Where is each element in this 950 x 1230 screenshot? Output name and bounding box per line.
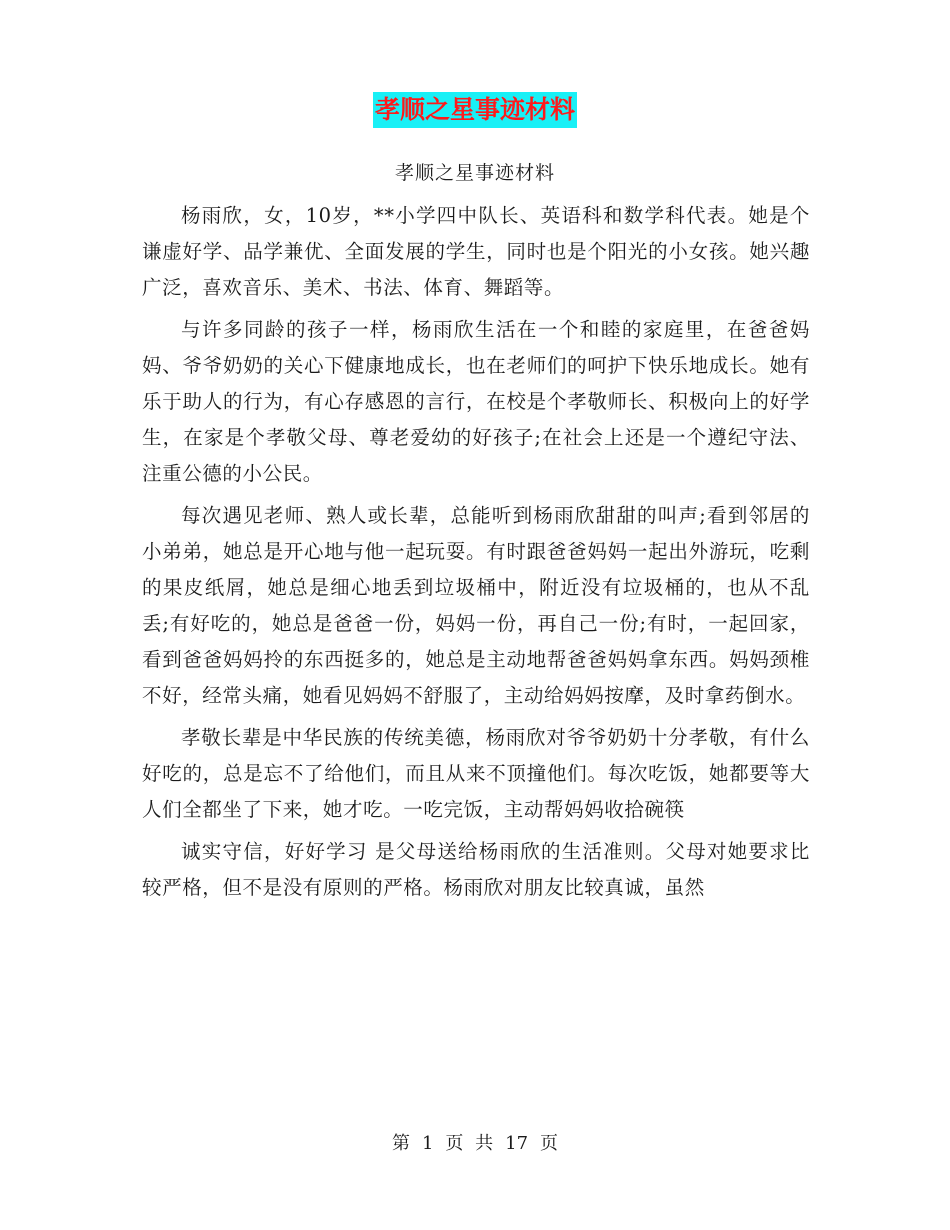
document-subtitle: 孝顺之星事迹材料 [394,162,555,184]
footer-total-pages: 17 [505,1133,529,1154]
footer-middle: 页 共 [445,1133,494,1154]
page-footer [0,1130,950,1158]
paragraph: 与许多同龄的孩子一样，杨雨欣生活在一个和睦的家庭里，在爸爸妈妈、爷爷奶奶的关心下健康地成长，也在老师们的呵护下快乐地成长。她有乐于助人的行为，有心存感恩的言行，在校是个孝敬师长、积极向上的好学生，在家是个孝敬父母、尊老爱幼的好孩子;在社会上还是一个遵纪守法、注重公德的小公民。 [142,318,810,485]
page-title: 孝顺之星事迹材料 [373,92,577,128]
document-body [142,198,810,912]
footer-page-number: 1 [421,1133,434,1154]
footer-suffix: 页 [540,1133,559,1154]
title-container [0,92,950,128]
paragraph: 每次遇见老师、熟人或长辈，总能听到杨雨欣甜甜的叫声;看到邻居的小弟弟，她总是开心地与他一起玩耍。有时跟爸爸妈妈一起出外游玩，吃剩的果皮纸屑，她总是细心地丢到垃圾桶中，附近没有垃圾桶的，也从不乱丢;有好吃的，她总是爸爸一份，妈妈一份，再自己一份;有时，一起回家，看到爸爸妈妈拎的东西挺多的，她总是主动地帮爸爸妈妈拿东西。妈妈颈椎不好，经常头痛，她看见妈妈不舒服了，主动给妈妈按摩，及时拿药倒水。 [142,504,810,707]
paragraph: 杨雨欣，女，10岁，**小学四中队长、英语科和数学科代表。她是个谦虚好学、品学兼优、全面发展的学生，同时也是个阳光的小女孩。她兴趣广泛，喜欢音乐、美术、书法、体育、舞蹈等。 [142,204,810,299]
paragraph: 孝敬长辈是中华民族的传统美德，杨雨欣对爷爷奶奶十分孝敬，有什么好吃的，总是忘不了给他们，而且从来不顶撞他们。每次吃饭，她都要等大人们全都坐了下来，她才吃。一吃完饭，主动帮妈妈收拾碗筷 [142,726,810,821]
paragraph: 诚实守信，好好学习 是父母送给杨雨欣的生活准则。父母对她要求比较严格，但不是没有原则的严格。杨雨欣对朋友比较真诚，虽然 [142,840,810,899]
footer-prefix: 第 [391,1133,410,1154]
